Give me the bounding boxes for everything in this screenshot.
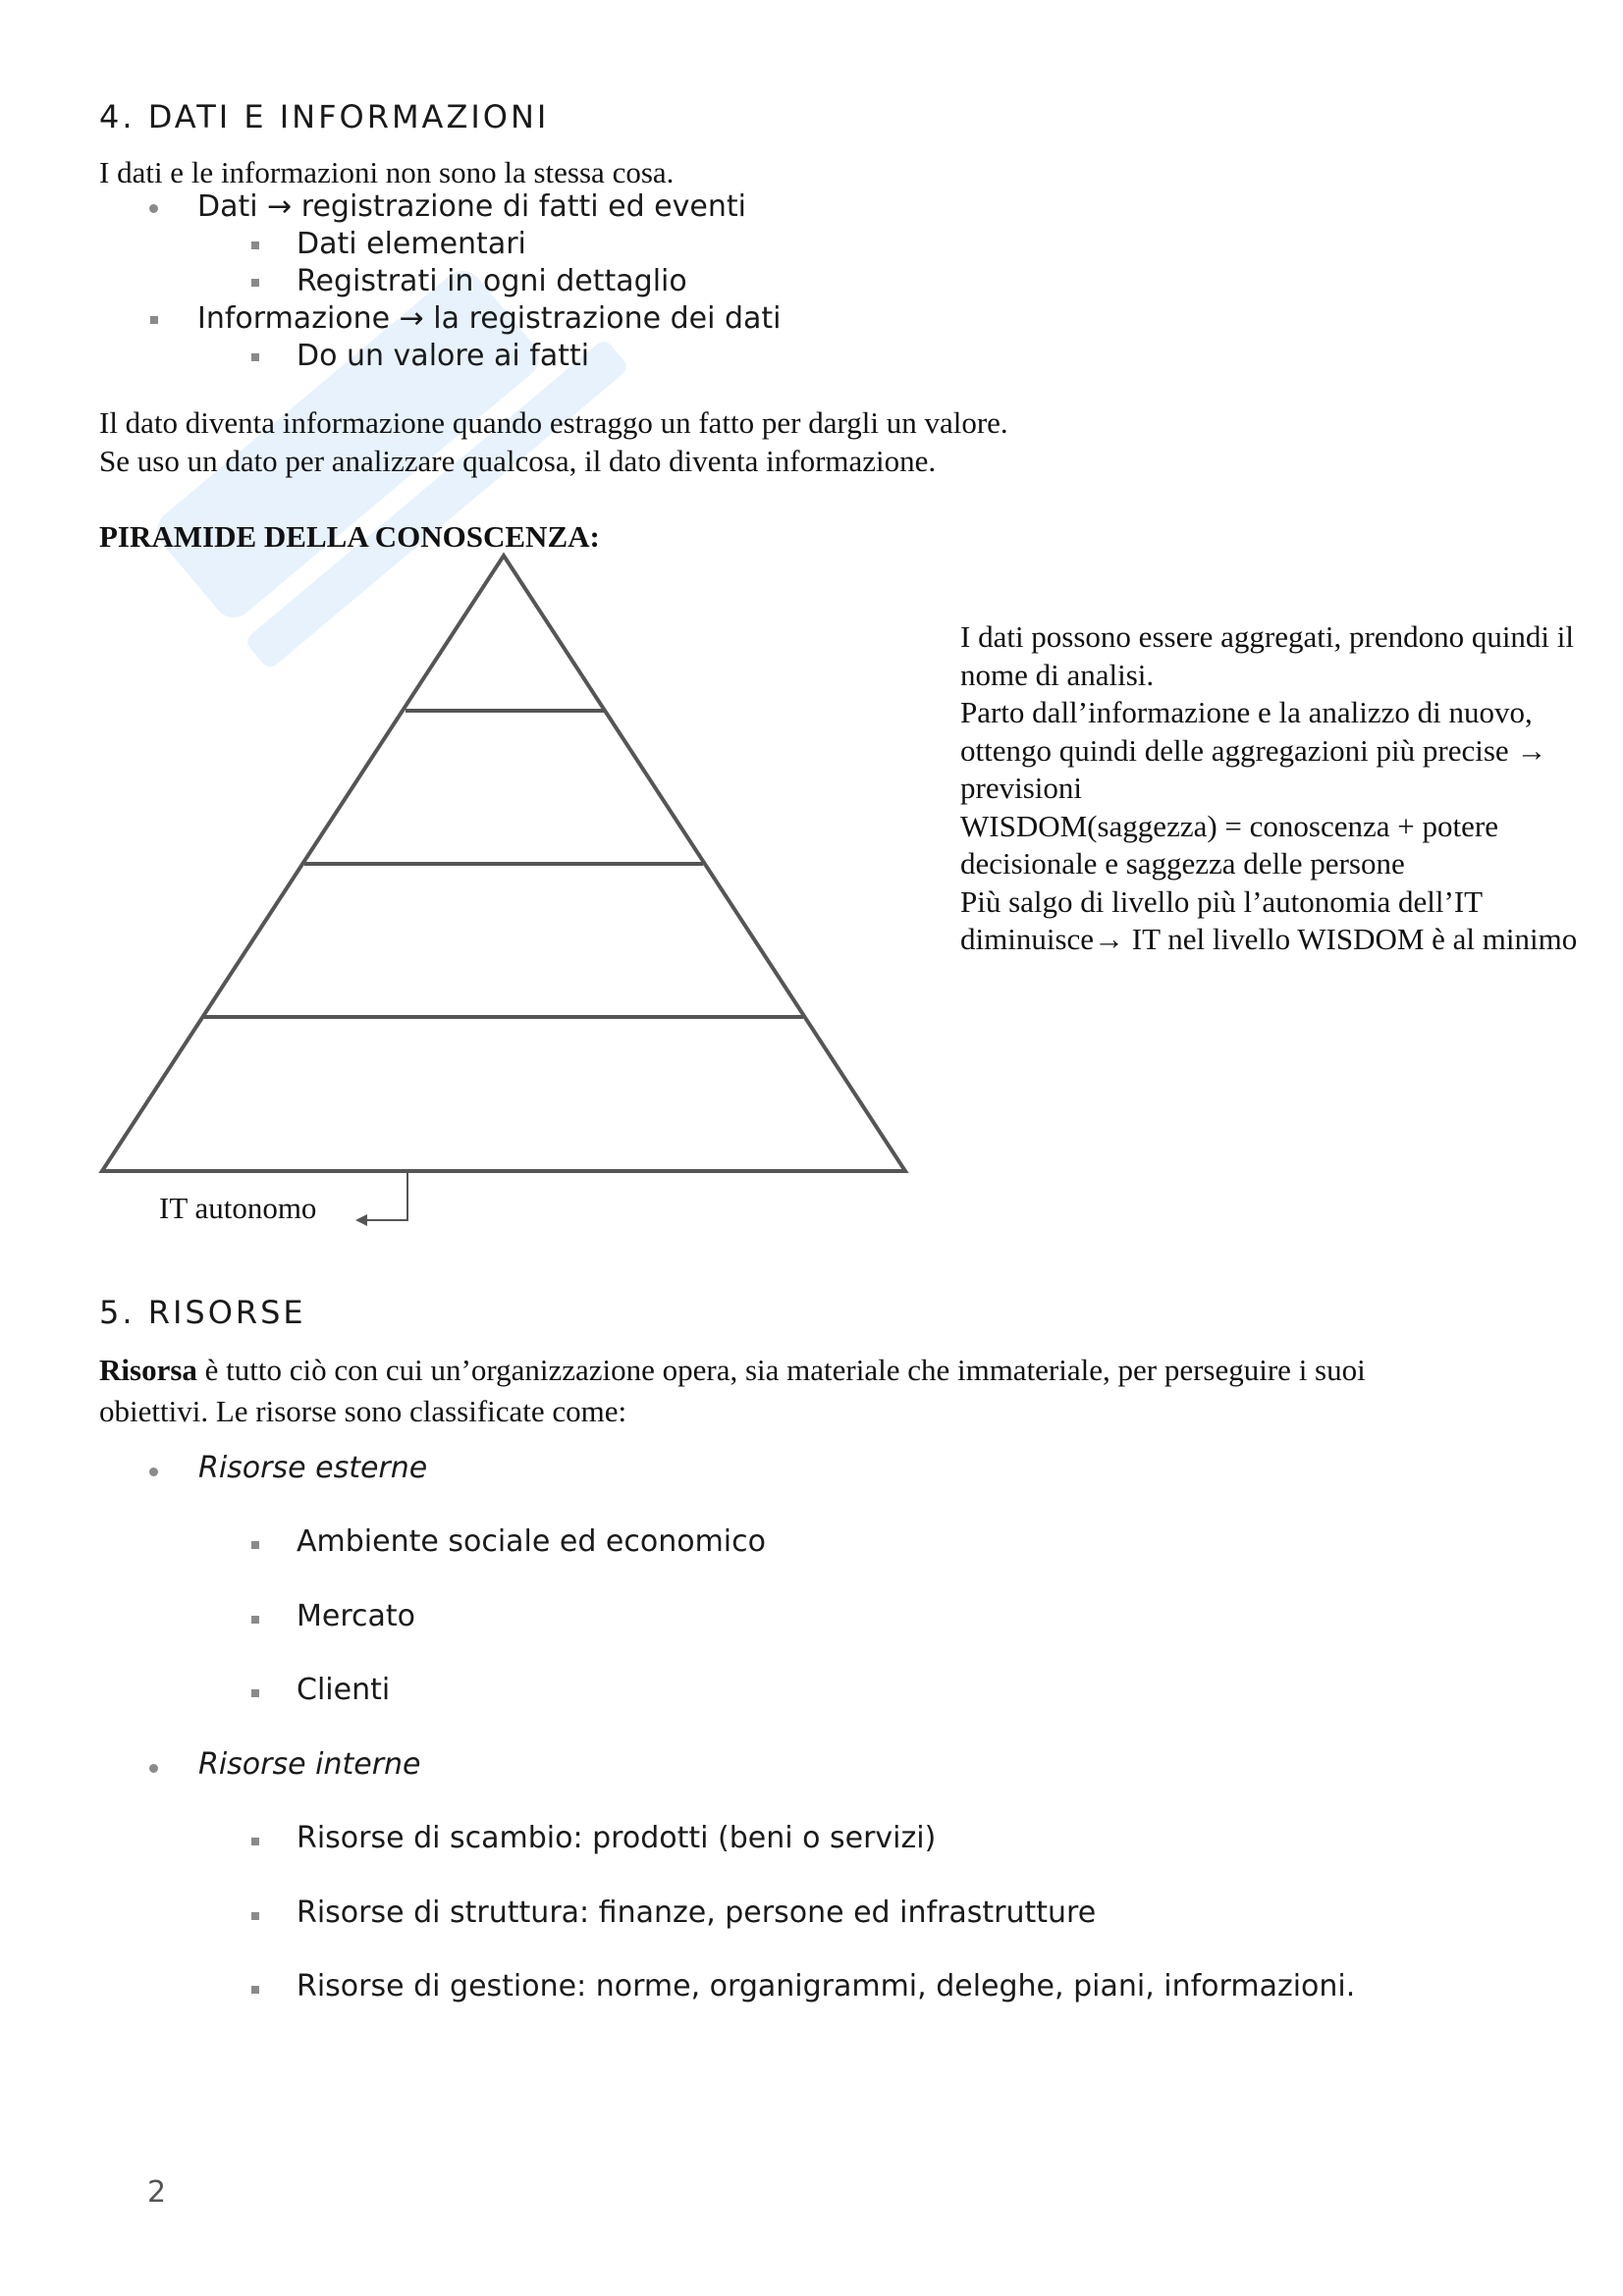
description-paragraph: WISDOM(saggezza) = conoscenza + potere decisionale e saggezza delle persone (960, 808, 1498, 881)
bullet-square (251, 1986, 259, 1994)
section-4-intro: I dati e le informazioni non sono la stessa cosa. (99, 155, 675, 189)
pyramid-description (960, 618, 1598, 959)
sub-item: Do un valore ai fatti (297, 339, 590, 373)
description-paragraph: I dati possono essere aggregati, prendono quindi il nome di analisi. (960, 619, 1575, 692)
list-item: Clienti (297, 1673, 391, 1707)
bullet-dot (149, 1468, 158, 1476)
section-5-heading: 5. RISORSE (99, 1294, 306, 1331)
group-label-interne: Risorse interne (198, 1747, 421, 1782)
bullet-square (251, 1541, 259, 1549)
section-4-heading: 4. DATI E INFORMAZIONI (99, 98, 550, 135)
bullet-square (251, 1838, 259, 1845)
definition-term: Risorsa (99, 1353, 197, 1387)
bullet-square (251, 1616, 259, 1624)
arrow-head (355, 1214, 367, 1226)
definition-line-1 (99, 1353, 1366, 1388)
sub-item: Dati elementari (297, 227, 526, 261)
group-label-esterne: Risorse esterne (198, 1451, 428, 1485)
list-item: Risorse di gestione: norme, organigrammi, deleghe, piani, informazioni. (297, 1969, 1356, 2003)
list-item: Risorse di struttura: finanze, persone ed infrastrutture (297, 1896, 1097, 1930)
list-item: Mercato (297, 1599, 416, 1633)
pyramid-title: PIRAMIDE DELLA CONOSCENZA: (99, 519, 600, 554)
definition-text: è tutto ciò con cui un’organizzazione opera, sia materiale che immateriale, per perseguire i suoi (196, 1353, 1366, 1387)
list-item-informazione: Informazione → la registrazione dei dati (197, 301, 782, 336)
bullet-square (251, 1912, 259, 1920)
paragraph: Se uso un dato per analizzare qualcosa, il dato diventa informazione. (99, 444, 937, 478)
bullet-dot (149, 1764, 158, 1773)
list-item: Risorse di scambio: prodotti (beni o servizi) (297, 1821, 937, 1855)
list-item-dati: Dati → registrazione di fatti ed eventi (197, 189, 746, 224)
arrow-it-autonomo (361, 1171, 407, 1220)
paragraph: Il dato diventa informazione quando estraggo un fatto per dargli un valore. (99, 405, 1008, 440)
description-paragraph: Più salgo di livello più l’autonomia dell’IT diminuisce→ IT nel livello WISDOM è al minimo (960, 883, 1578, 956)
pyramid-caption: IT autonomo (159, 1191, 317, 1225)
page-number: 2 (147, 2175, 167, 2210)
bullet-square (251, 1689, 259, 1697)
list-item: Ambiente sociale ed economico (297, 1524, 766, 1559)
sub-item: Registrati in ogni dettaglio (297, 264, 687, 298)
definition-line-2: obiettivi. Le risorse sono classificate come: (99, 1394, 627, 1428)
description-paragraph: Parto dall’informazione e la analizzo di nuovo, ottengo quindi delle aggregazioni più precise → previsioni (960, 695, 1547, 805)
